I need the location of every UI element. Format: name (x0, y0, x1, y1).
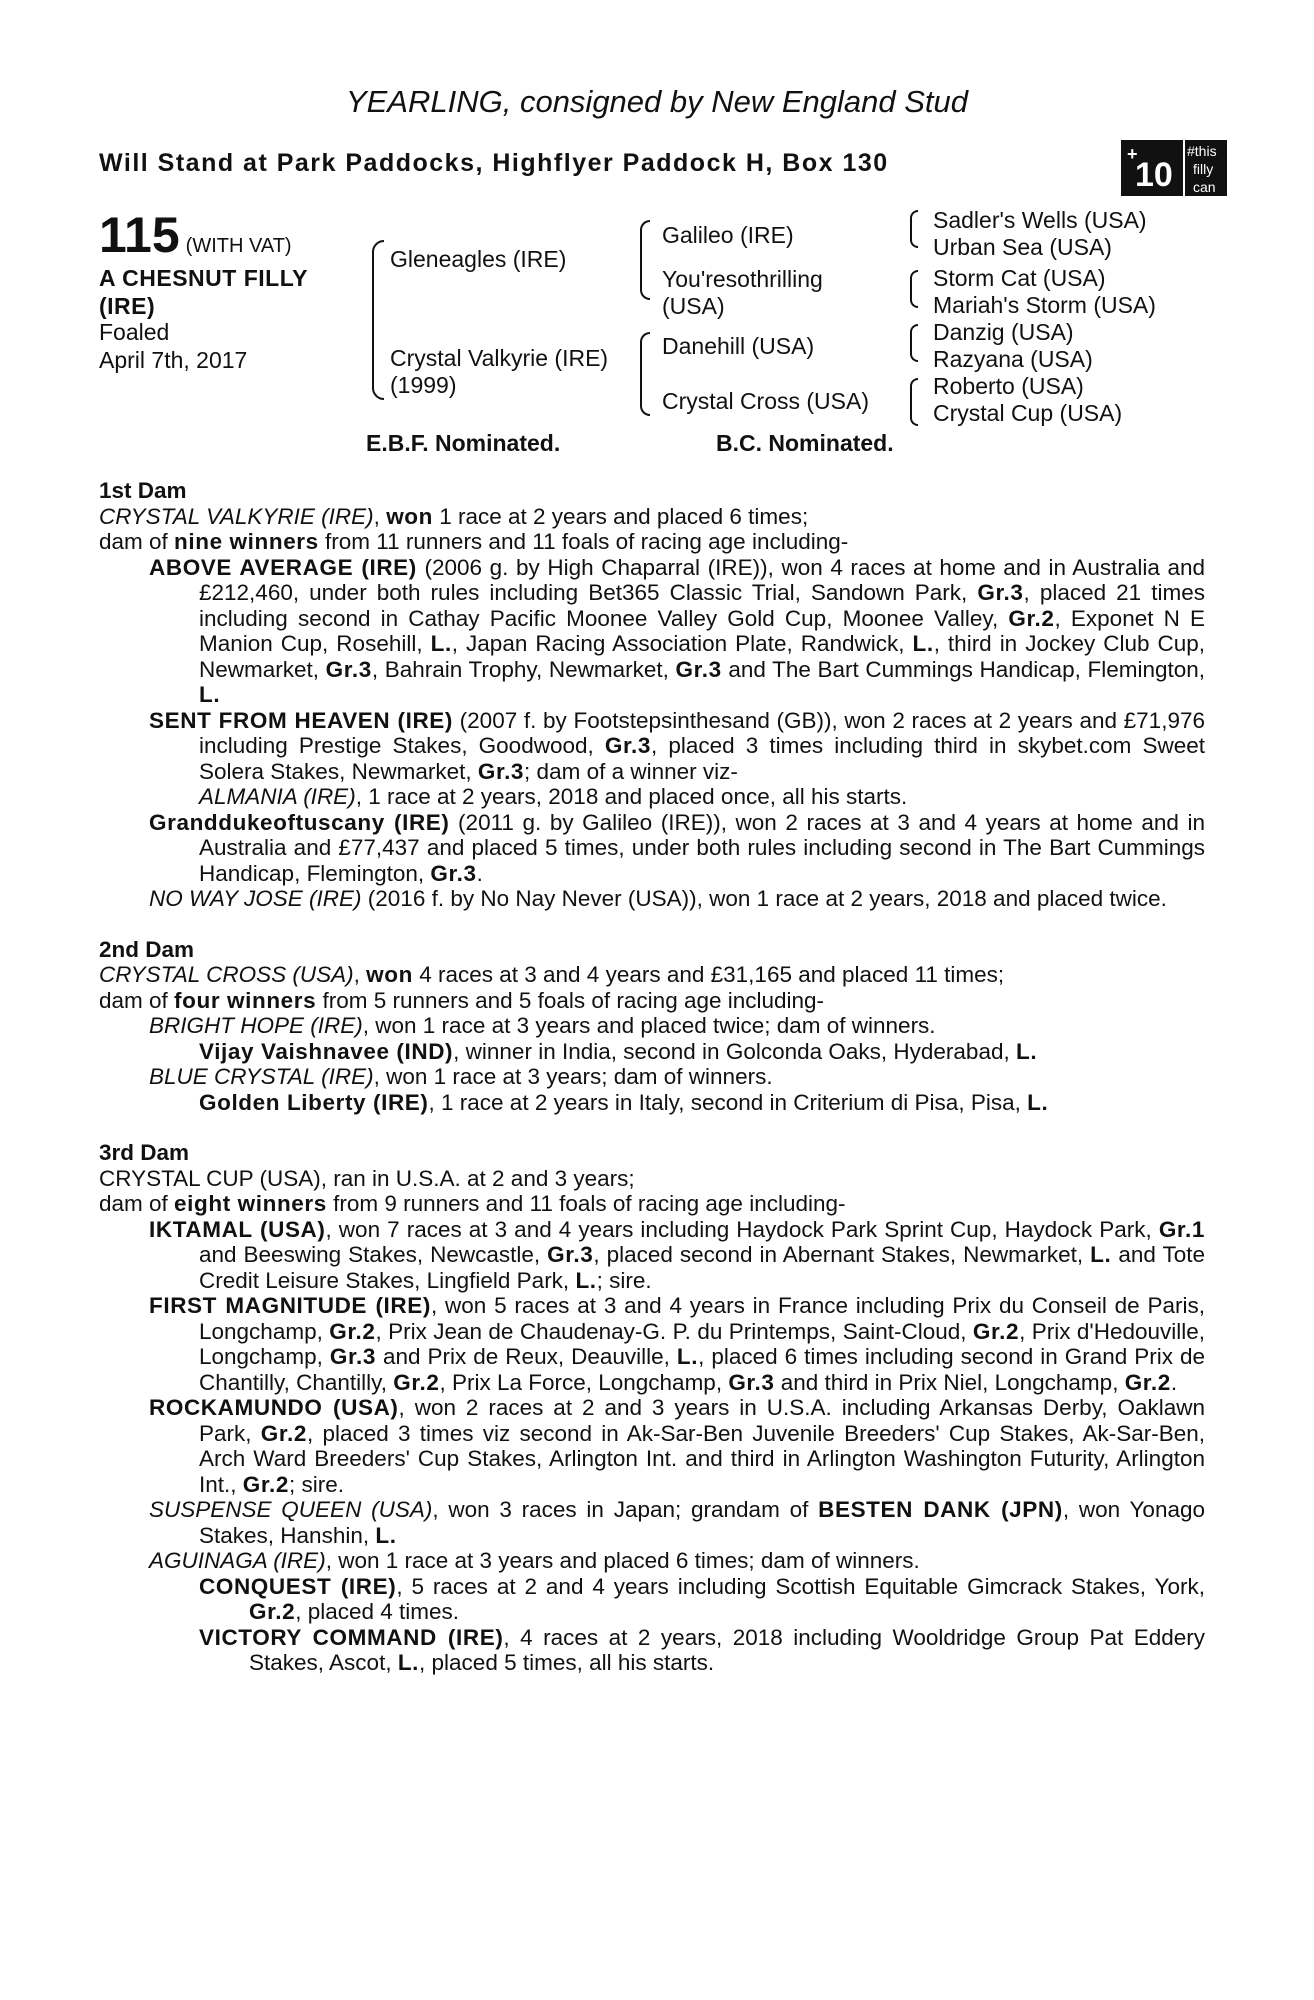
second-dam-heading: 2nd Dam (99, 936, 195, 962)
produce-entry: SENT FROM HEAVEN (IRE) (2007 f. by Footstepsinthesand (GB)), won 2 races at 2 years and £71,976 including Prestige Stakes, Goodwood, Gr.3, placed 3 times including third in skybet.com Sweet Solera Stakes, Newmarket, Gr.3; dam of a winner viz- ALMANIA (IRE), 1 race at 2 years, 2018 and placed once, all his starts. (149, 707, 1205, 809)
logo-filly: filly (1193, 161, 1214, 177)
lot-number: 115 (99, 207, 180, 263)
first-dam-heading: 1st Dam (99, 478, 187, 503)
pedigree-brace-dam (640, 332, 650, 416)
pedigree-g4: Mariah's Storm (USA) (933, 292, 1156, 318)
first-dam-name: CRYSTAL VALKYRIE (IRE) (99, 503, 374, 529)
foaled-date: April 7th, 2017 (99, 347, 248, 373)
produce-entry: Granddukeoftuscany (IRE) (2011 g. by Galileo (IRE)), won 2 races at 3 and 4 years at home and in Australia and £77,437 and placed 5 times, under both rules including second in The Bart Cummings Handicap, Flemington, Gr.3. (149, 809, 1205, 886)
bc-nominated: B.C. Nominated. (716, 430, 894, 456)
lot-number-row (99, 206, 292, 264)
pedigree-dam-sire: Danehill (USA) (662, 333, 815, 359)
pedigree-sire-sire: Galileo (IRE) (662, 222, 794, 248)
third-dam-produce-summary: dam of eight winners from 9 runners and 11 foals of racing age including- (99, 1191, 846, 1216)
produce-entry: AGUINAGA (IRE), won 1 race at 3 years and placed 6 times; dam of winners. (149, 1548, 920, 1573)
pedigree-sire-dam: You'resothrilling (662, 266, 823, 292)
produce-entry: BLUE CRYSTAL (IRE), won 1 race at 3 years; dam of winners. (149, 1064, 773, 1089)
pedigree-brace-sire (640, 220, 650, 300)
produce-sub-entry: CONQUEST (IRE), 5 races at 2 and 4 years including Scottish Equitable Gimcrack Stakes, York, Gr.2, placed 4 times. (199, 1573, 1205, 1624)
pedigree-g5: Danzig (USA) (933, 319, 1074, 345)
third-dam-section (99, 1140, 1205, 1676)
pedigree-g7: Roberto (USA) (933, 373, 1084, 399)
stand-location: Will Stand at Park Paddocks, Highflyer Paddock H, Box 130 (99, 149, 889, 177)
produce-entry: ROCKAMUNDO (USA), won 2 races at 2 and 3 years in U.S.A. including Arkansas Derby, Oaklawn Park, Gr.2, placed 3 times viz second in Ak-Sar-Ben Juvenile Breeders' Cup Stakes, Ak-Sar-Ben, Arch Ward Breeders' Cup Stakes, Arlington Int. and third in Arlington Washington Futurity, Arlington Int., Gr.2; sire. (149, 1395, 1205, 1497)
produce-sub-entry: VICTORY COMMAND (IRE), 4 races at 2 years, 2018 including Wooldridge Group Pat Eddery Stakes, Ascot, L., placed 5 times, all his starts. (199, 1624, 1206, 1675)
third-dam-record: CRYSTAL CUP (USA), ran in U.S.A. at 2 and 3 years; (99, 1165, 635, 1191)
foaled-info (99, 318, 247, 374)
pedigree-dam-dam: Crystal Cross (USA) (662, 388, 870, 414)
pedigree-g3: Storm Cat (USA) (933, 265, 1106, 291)
pedigree-brace-main (372, 240, 384, 400)
produce-entry: ABOVE AVERAGE (IRE) (2006 g. by High Chaparral (IRE)), won 4 races at home and in Australia and £212,460, under both rules including Bet365 Classic Trial, Sandown Park, Gr.3, placed 21 times including second in Cathay Pacific Moonee Valley Gold Cup, Moonee Valley, Gr.2, Exponet N E Manion Cup, Rosehill, L., Japan Racing Association Plate, Randwick, L., third in Jockey Club Cup, Newmarket, Gr.3, Bahrain Trophy, Newmarket, Gr.3 and The Bart Cummings Handicap, Flemington, L. (149, 554, 1206, 707)
horse-description: A CHESNUT FILLY (IRE) (99, 265, 308, 319)
produce-entry: FIRST MAGNITUDE (IRE), won 5 races at 3 and 4 years in France including Prix du Conseil de Paris, Longchamp, Gr.2, Prix Jean de Chaudenay-G. P. du Printemps, Saint-Cloud, Gr.2, Prix d'Hedouville, Longchamp, Gr.3 and Prix de Reux, Deauville, L., placed 6 times including second in Grand Prix de Chantilly, Chantilly, Gr.2, Prix La Force, Longchamp, Gr.3 and third in Prix Niel, Longchamp, Gr.2. (149, 1293, 1206, 1395)
first-dam-section (99, 478, 1205, 912)
produce-sub-entry: Vijay Vaishnavee (IND), winner in India, second in Golconda Oaks, Hyderabad, L. (199, 1038, 1038, 1064)
pedigree-sire: Gleneagles (IRE) (390, 246, 567, 272)
pedigree-g6: Razyana (USA) (933, 346, 1093, 372)
pedigree-brace-g1 (910, 210, 918, 248)
ebf-nominated: E.B.F. Nominated. (366, 430, 561, 456)
produce-entry: BRIGHT HOPE (IRE), won 1 race at 3 years and placed twice; dam of winners. (149, 1013, 936, 1038)
produce-entry: NO WAY JOSE (IRE) (2016 f. by No Nay Never (USA)), won 1 race at 2 years, 2018 and placed twice. (149, 886, 1167, 911)
pedigree-dam: Crystal Valkyrie (IRE) (390, 345, 609, 371)
logo-hashtag: #this (1187, 143, 1217, 159)
first-dam-produce-summary: dam of nine winners from 11 runners and 11 foals of racing age including- (99, 529, 849, 554)
third-dam-heading: 3rd Dam (99, 1140, 190, 1165)
pedigree-brace-g3 (910, 324, 918, 362)
pedigree-brace-g4 (910, 378, 918, 426)
pedigree-g8: Crystal Cup (USA) (933, 400, 1123, 426)
second-dam-record: CRYSTAL CROSS (USA), won 4 races at 3 and 4 years and £31,165 and placed 11 times; (99, 962, 1005, 987)
pedigree-brace-g2 (910, 270, 918, 308)
pedigree-dam-year: (1999) (390, 372, 457, 398)
consignment-title: YEARLING, consigned by New England Stud (345, 84, 969, 119)
produce-entry: IKTAMAL (USA), won 7 races at 3 and 4 years including Haydock Park Sprint Cup, Haydock Park, Gr.1 and Beeswing Stakes, Newcastle, Gr.3, placed second in Abernant Stakes, Newmarket, L. and Tote Credit Leisure Stakes, Lingfield Park, L.; sire. (149, 1216, 1205, 1293)
this-filly-can-logo (1121, 140, 1227, 196)
logo-plus: + (1127, 144, 1138, 164)
pedigree-g1: Sadler's Wells (USA) (933, 207, 1147, 233)
foaled-label: Foaled (99, 319, 170, 345)
pedigree-sire-dam-country: (USA) (662, 293, 725, 319)
second-dam-section (99, 937, 1205, 1116)
catalogue-body (99, 478, 1205, 1676)
first-dam-record: CRYSTAL VALKYRIE (IRE), won 1 race at 2 years and placed 6 times; (99, 503, 809, 529)
second-dam-produce-summary: dam of four winners from 5 runners and 5 foals of racing age including- (99, 987, 825, 1013)
pedigree-g2: Urban Sea (USA) (933, 234, 1112, 260)
lot-vat: (WITH VAT) (185, 235, 292, 257)
produce-sub-entry: Golden Liberty (IRE), 1 race at 2 years in Italy, second in Criterium di Pisa, Pisa, L. (199, 1089, 1049, 1115)
logo-number: 10 (1135, 156, 1173, 194)
produce-entry: SUSPENSE QUEEN (USA), won 3 races in Japan; grandam of BESTEN DANK (JPN), won Yonago Stakes, Hanshin, L. (149, 1497, 1205, 1548)
logo-can: can (1193, 179, 1216, 195)
